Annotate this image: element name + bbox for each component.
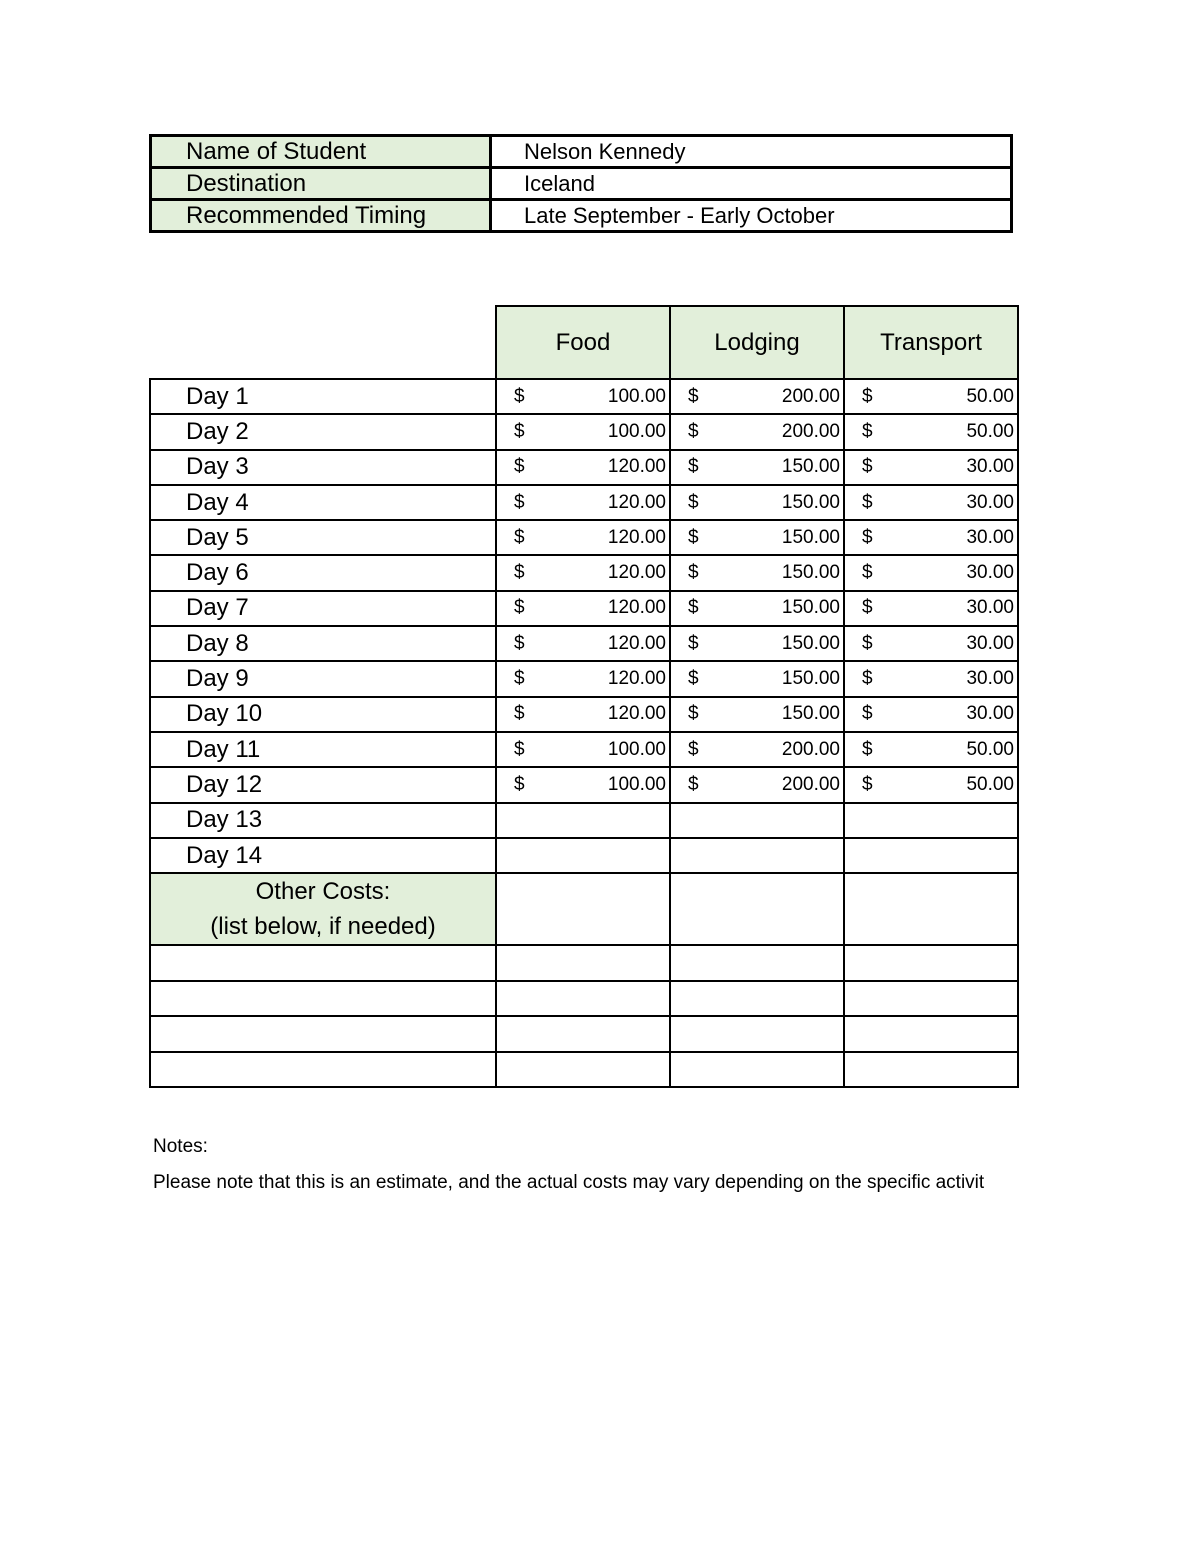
transport-cell[interactable] [844, 732, 1018, 767]
extra-cost-cell[interactable] [670, 1052, 844, 1088]
food-cell[interactable] [496, 414, 670, 449]
amount: 30.00 [966, 668, 1014, 690]
transport-cell[interactable] [844, 520, 1018, 555]
food-cell[interactable] [496, 803, 670, 838]
amount: 30.00 [966, 597, 1014, 619]
header-transport: Transport [844, 306, 1018, 379]
amount: 50.00 [966, 420, 1014, 442]
extra-cost-cell[interactable] [844, 945, 1018, 981]
extra-cost-cell[interactable] [150, 1016, 496, 1052]
notes-text: Please note that this is an estimate, and the actual costs may vary depending on the specific activit [153, 1172, 985, 1193]
header-blank-cell [150, 306, 496, 379]
extra-cost-row [150, 945, 1018, 981]
extra-cost-cell[interactable] [496, 1052, 670, 1088]
currency-symbol: $ [514, 703, 525, 725]
food-cell[interactable] [496, 379, 670, 414]
amount: 30.00 [966, 526, 1014, 548]
amount: 100.00 [607, 385, 666, 407]
amount: 150.00 [781, 562, 840, 584]
day-row [150, 414, 1018, 449]
day-label: Day 11 [150, 732, 496, 767]
day-label: Day 3 [150, 450, 496, 485]
currency-symbol: $ [514, 420, 525, 442]
day-label: Day 6 [150, 555, 496, 590]
day-row [150, 520, 1018, 555]
amount: 50.00 [966, 773, 1014, 795]
food-cell[interactable] [496, 520, 670, 555]
day-label: Day 5 [150, 520, 496, 555]
day-label: Day 4 [150, 485, 496, 520]
currency-symbol: $ [862, 668, 873, 690]
day-row [150, 767, 1018, 802]
day-row [150, 732, 1018, 767]
amount: 200.00 [781, 385, 840, 407]
amount: 50.00 [966, 738, 1014, 760]
amount: 120.00 [607, 456, 666, 478]
extra-cost-cell[interactable] [496, 1016, 670, 1052]
currency-symbol: $ [514, 632, 525, 654]
day-row [150, 450, 1018, 485]
currency-symbol: $ [688, 703, 699, 725]
currency-symbol: $ [514, 562, 525, 584]
amount: 120.00 [607, 632, 666, 654]
currency-symbol: $ [514, 491, 525, 513]
currency-symbol: $ [862, 738, 873, 760]
amount: 120.00 [607, 491, 666, 513]
food-cell[interactable] [496, 732, 670, 767]
header-food: Food [496, 306, 670, 379]
lodging-cell[interactable] [670, 485, 844, 520]
amount: 100.00 [607, 738, 666, 760]
currency-symbol: $ [688, 456, 699, 478]
day-label: Day 9 [150, 661, 496, 696]
day-label: Day 2 [150, 414, 496, 449]
lodging-cell[interactable] [670, 767, 844, 802]
currency-symbol: $ [688, 420, 699, 442]
day-row [150, 485, 1018, 520]
timing-label: Recommended Timing [151, 200, 491, 232]
currency-symbol: $ [688, 597, 699, 619]
timing-value[interactable]: Late September - Early October [491, 200, 1012, 232]
food-cell[interactable] [496, 697, 670, 732]
extra-cost-cell[interactable] [670, 945, 844, 981]
day-row [150, 661, 1018, 696]
currency-symbol: $ [862, 773, 873, 795]
student-row [151, 136, 1012, 168]
student-label: Name of Student [151, 136, 491, 168]
header-row [150, 306, 1018, 379]
amount: 120.00 [607, 597, 666, 619]
amount: 30.00 [966, 632, 1014, 654]
extra-cost-row [150, 1052, 1018, 1088]
amount: 200.00 [781, 738, 840, 760]
currency-symbol: $ [862, 632, 873, 654]
other-costs-row [150, 873, 1018, 945]
lodging-cell[interactable] [670, 697, 844, 732]
day-row [150, 555, 1018, 590]
currency-symbol: $ [862, 491, 873, 513]
amount: 120.00 [607, 526, 666, 548]
transport-cell[interactable] [844, 626, 1018, 661]
amount: 150.00 [781, 597, 840, 619]
amount: 120.00 [607, 562, 666, 584]
transport-cell[interactable] [844, 767, 1018, 802]
currency-symbol: $ [862, 597, 873, 619]
student-value[interactable]: Nelson Kennedy [491, 136, 1012, 168]
transport-cell[interactable] [844, 414, 1018, 449]
currency-symbol: $ [688, 562, 699, 584]
day-label: Day 1 [150, 379, 496, 414]
amount: 30.00 [966, 491, 1014, 513]
day-label: Day 12 [150, 767, 496, 802]
notes-label: Notes: [153, 1136, 208, 1157]
amount: 120.00 [607, 668, 666, 690]
lodging-cell[interactable] [670, 838, 844, 873]
amount: 120.00 [607, 703, 666, 725]
transport-cell[interactable] [844, 379, 1018, 414]
currency-symbol: $ [688, 738, 699, 760]
amount: 200.00 [781, 773, 840, 795]
currency-symbol: $ [688, 632, 699, 654]
amount: 150.00 [781, 526, 840, 548]
lodging-cell[interactable] [670, 379, 844, 414]
lodging-cell[interactable] [670, 591, 844, 626]
lodging-cell[interactable] [670, 450, 844, 485]
other-costs-title: Other Costs: [255, 878, 391, 906]
other-costs-cell[interactable] [496, 873, 670, 945]
transport-cell[interactable] [844, 555, 1018, 590]
amount: 30.00 [966, 562, 1014, 584]
currency-symbol: $ [514, 456, 525, 478]
currency-symbol: $ [514, 597, 525, 619]
food-cell[interactable] [496, 626, 670, 661]
extra-cost-row [150, 1016, 1018, 1052]
day-label: Day 13 [150, 803, 496, 838]
day-row [150, 803, 1018, 838]
day-row [150, 626, 1018, 661]
currency-symbol: $ [862, 385, 873, 407]
transport-cell[interactable] [844, 485, 1018, 520]
amount: 100.00 [607, 773, 666, 795]
amount: 50.00 [966, 385, 1014, 407]
lodging-cell[interactable] [670, 520, 844, 555]
currency-symbol: $ [862, 456, 873, 478]
transport-cell[interactable] [844, 591, 1018, 626]
transport-cell[interactable] [844, 661, 1018, 696]
transport-cell[interactable] [844, 838, 1018, 873]
currency-symbol: $ [514, 526, 525, 548]
food-cell[interactable] [496, 591, 670, 626]
currency-symbol: $ [514, 385, 525, 407]
amount: 150.00 [781, 456, 840, 478]
amount: 150.00 [781, 668, 840, 690]
extra-cost-cell[interactable] [496, 981, 670, 1017]
day-row [150, 379, 1018, 414]
student-info-table [149, 134, 1013, 233]
amount: 150.00 [781, 703, 840, 725]
currency-symbol: $ [514, 738, 525, 760]
food-cell[interactable] [496, 661, 670, 696]
extra-cost-cell[interactable] [150, 1052, 496, 1088]
destination-row [151, 168, 1012, 200]
lodging-cell[interactable] [670, 732, 844, 767]
other-costs-label [150, 873, 496, 945]
currency-symbol: $ [688, 491, 699, 513]
day-row [150, 838, 1018, 873]
extra-cost-cell[interactable] [844, 1052, 1018, 1088]
food-cell[interactable] [496, 485, 670, 520]
extra-cost-cell[interactable] [670, 1016, 844, 1052]
currency-symbol: $ [862, 562, 873, 584]
currency-symbol: $ [862, 526, 873, 548]
transport-cell[interactable] [844, 697, 1018, 732]
extra-cost-cell[interactable] [150, 981, 496, 1017]
currency-symbol: $ [862, 420, 873, 442]
extra-cost-cell[interactable] [496, 945, 670, 981]
extra-cost-cell[interactable] [844, 1016, 1018, 1052]
other-costs-cell[interactable] [844, 873, 1018, 945]
header-lodging: Lodging [670, 306, 844, 379]
amount: 150.00 [781, 632, 840, 654]
other-costs-cell[interactable] [670, 873, 844, 945]
day-row [150, 697, 1018, 732]
currency-symbol: $ [514, 668, 525, 690]
currency-symbol: $ [688, 668, 699, 690]
transport-cell[interactable] [844, 803, 1018, 838]
food-cell[interactable] [496, 450, 670, 485]
extra-cost-cell[interactable] [670, 981, 844, 1017]
currency-symbol: $ [862, 703, 873, 725]
currency-symbol: $ [688, 773, 699, 795]
currency-symbol: $ [514, 773, 525, 795]
food-cell[interactable] [496, 555, 670, 590]
day-label: Day 14 [150, 838, 496, 873]
timing-row [151, 200, 1012, 232]
lodging-cell[interactable] [670, 803, 844, 838]
extra-cost-cell[interactable] [150, 945, 496, 981]
food-cell[interactable] [496, 838, 670, 873]
lodging-cell[interactable] [670, 414, 844, 449]
day-label: Day 8 [150, 626, 496, 661]
lodging-cell[interactable] [670, 555, 844, 590]
extra-cost-cell[interactable] [844, 981, 1018, 1017]
day-row [150, 591, 1018, 626]
food-cell[interactable] [496, 767, 670, 802]
day-label: Day 7 [150, 591, 496, 626]
daily-budget-table [149, 305, 1019, 1088]
amount: 30.00 [966, 456, 1014, 478]
destination-label: Destination [151, 168, 491, 200]
lodging-cell[interactable] [670, 626, 844, 661]
amount: 100.00 [607, 420, 666, 442]
currency-symbol: $ [688, 526, 699, 548]
transport-cell[interactable] [844, 450, 1018, 485]
lodging-cell[interactable] [670, 661, 844, 696]
extra-cost-row [150, 981, 1018, 1017]
day-label: Day 10 [150, 697, 496, 732]
amount: 200.00 [781, 420, 840, 442]
amount: 150.00 [781, 491, 840, 513]
amount: 30.00 [966, 703, 1014, 725]
other-costs-hint: (list below, if needed) [210, 913, 436, 941]
destination-value[interactable]: Iceland [491, 168, 1012, 200]
currency-symbol: $ [688, 385, 699, 407]
